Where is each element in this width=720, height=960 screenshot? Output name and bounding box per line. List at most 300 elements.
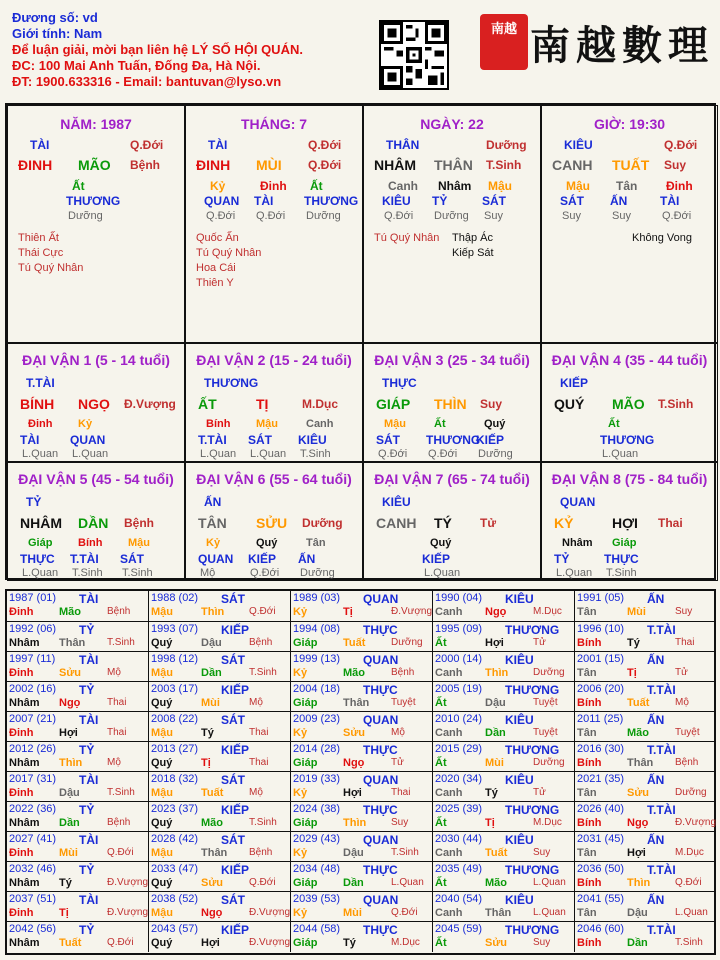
hidden-can: Đinh bbox=[260, 179, 287, 193]
year-chi: Dậu bbox=[627, 907, 648, 919]
year-cell bbox=[575, 622, 714, 652]
year-cell bbox=[433, 591, 575, 621]
year-star: ẤN bbox=[647, 653, 665, 667]
year-stage: T.Sinh bbox=[391, 847, 419, 858]
year-stage: Mộ bbox=[249, 787, 263, 798]
year-label: 2033 (47) bbox=[151, 863, 199, 875]
year-stage: Thai bbox=[391, 787, 411, 798]
daivan-chi: TỊ bbox=[256, 396, 269, 412]
daivan-stage: Tử bbox=[480, 516, 497, 530]
daivan-cell bbox=[7, 343, 185, 462]
year-cell bbox=[149, 772, 291, 802]
year-star: QUAN bbox=[363, 893, 399, 907]
year-label: 1995 (09) bbox=[435, 623, 483, 635]
year-can: Quý bbox=[151, 877, 173, 889]
daivan-hidden-star: QUAN bbox=[198, 552, 234, 566]
daivan-hidden-star: KIÊU bbox=[298, 433, 327, 447]
daivan-hidden-star: KIẾP bbox=[422, 552, 451, 566]
daivan-can: ẤT bbox=[198, 396, 217, 412]
year-star: QUAN bbox=[363, 773, 399, 787]
year-chi: Dần bbox=[59, 817, 80, 829]
year-chi: Sửu bbox=[485, 937, 508, 949]
year-cell bbox=[149, 922, 291, 952]
hidden-star: TÀI bbox=[660, 194, 680, 208]
daivan-hidden-stage: L.Quan bbox=[250, 448, 287, 460]
year-star: QUAN bbox=[363, 833, 399, 847]
year-star: QUAN bbox=[363, 653, 399, 667]
year-star: THƯƠNG bbox=[505, 923, 560, 937]
year-stage: M.Dục bbox=[391, 937, 420, 948]
year-stage: Đ.Vượng bbox=[675, 817, 717, 828]
pillar-cell bbox=[7, 105, 185, 343]
hidden-star: THƯƠNG bbox=[304, 194, 359, 208]
year-label: 2019 (33) bbox=[293, 773, 341, 785]
daivan-hidden-star: THỰC bbox=[604, 552, 639, 566]
year-cell bbox=[291, 652, 433, 682]
hidden-stage: Suy bbox=[562, 210, 581, 222]
daivan-hidden-stage: Mộ bbox=[200, 567, 216, 579]
daivan-hidden-stage: Dưỡng bbox=[300, 567, 335, 579]
year-cell bbox=[7, 682, 149, 712]
year-cell bbox=[149, 591, 291, 621]
year-chi: Tị bbox=[627, 667, 637, 679]
year-label: 2023 (37) bbox=[151, 803, 199, 815]
year-can: Kỷ bbox=[293, 667, 308, 679]
pillar-chi: TUẤT bbox=[612, 157, 650, 173]
year-can: Đinh bbox=[9, 606, 34, 618]
year-row bbox=[7, 681, 714, 711]
year-star: THỰC bbox=[363, 683, 398, 697]
year-star: TỶ bbox=[79, 683, 95, 697]
year-can: Tân bbox=[577, 907, 597, 919]
year-label: 2040 (54) bbox=[435, 893, 483, 905]
daivan-hidden-can: Mậu bbox=[384, 418, 406, 430]
year-star: T.TÀI bbox=[647, 923, 676, 937]
year-label: 2046 (60) bbox=[577, 923, 625, 935]
year-label: 2010 (24) bbox=[435, 713, 483, 725]
daivan-stage: M.Dục bbox=[302, 397, 338, 411]
year-chi: Mão bbox=[627, 727, 649, 739]
year-cell bbox=[149, 712, 291, 742]
year-can: Kỷ bbox=[293, 727, 308, 739]
year-cell bbox=[433, 712, 575, 742]
special-star: Không Vong bbox=[632, 232, 692, 244]
year-chi: Hợi bbox=[201, 937, 220, 949]
year-can: Giáp bbox=[293, 757, 318, 769]
pillar-chi: THÂN bbox=[434, 157, 473, 173]
year-label: 2006 (20) bbox=[577, 683, 625, 695]
year-can: Kỷ bbox=[293, 847, 308, 859]
year-chi: Thìn bbox=[627, 877, 651, 889]
daivan-stage: Bệnh bbox=[124, 516, 154, 530]
year-chi: Sửu bbox=[59, 667, 82, 679]
year-label: 2020 (34) bbox=[435, 773, 483, 785]
year-stage: Mộ bbox=[675, 697, 689, 708]
hidden-can: Đinh bbox=[666, 179, 693, 193]
year-chi: Thân bbox=[343, 697, 370, 709]
year-chi: Hợi bbox=[627, 847, 646, 859]
hidden-star: SÁT bbox=[560, 194, 584, 208]
daivan-can: QUÝ bbox=[554, 396, 585, 412]
special-star: Hoa Cái bbox=[196, 262, 236, 274]
year-stage: Bệnh bbox=[391, 667, 415, 678]
year-star: KIÊU bbox=[505, 653, 534, 667]
year-label: 2017 (31) bbox=[9, 773, 57, 785]
year-stage: L.Quan bbox=[391, 877, 424, 888]
daivan-title: ĐẠI VẬN 2 (15 - 24 tuổi) bbox=[196, 352, 352, 368]
year-stage: Q.Đới bbox=[107, 937, 134, 948]
daivan-title: ĐẠI VẬN 4 (35 - 44 tuổi) bbox=[551, 352, 708, 368]
year-star: SÁT bbox=[221, 893, 245, 907]
year-star: ẤN bbox=[647, 592, 665, 606]
special-star: Thiên Y bbox=[196, 277, 234, 289]
daivan-hidden-can: Canh bbox=[306, 418, 334, 430]
hidden-star: KIÊU bbox=[382, 194, 411, 208]
special-star: Kiếp Sát bbox=[452, 247, 494, 259]
daivan-hidden-can: Ất bbox=[608, 418, 620, 430]
hidden-star: THƯƠNG bbox=[66, 194, 121, 208]
year-can: Nhâm bbox=[9, 637, 40, 649]
year-row bbox=[7, 921, 714, 951]
year-can: Đinh bbox=[9, 727, 34, 739]
year-row bbox=[7, 891, 714, 921]
year-label: 2000 (14) bbox=[435, 653, 483, 665]
hidden-stage: Q.Đới bbox=[662, 210, 692, 222]
year-stage: Thai bbox=[249, 757, 269, 768]
year-can: Nhâm bbox=[9, 877, 40, 889]
year-stage: Q.Đới bbox=[249, 606, 276, 617]
year-stage: Tuyệt bbox=[533, 697, 558, 708]
year-row bbox=[7, 591, 714, 621]
year-chi: Mùi bbox=[627, 606, 646, 618]
year-stage: T.Sinh bbox=[249, 817, 277, 828]
year-can: Giáp bbox=[293, 877, 318, 889]
year-can: Giáp bbox=[293, 937, 318, 949]
daivan-can: BÍNH bbox=[20, 396, 55, 412]
year-cell bbox=[291, 772, 433, 802]
year-stage: Mộ bbox=[107, 667, 121, 678]
year-cell bbox=[7, 712, 149, 742]
special-star: Thập Ác bbox=[452, 232, 493, 244]
daivan-hidden-stage: L.Quan bbox=[200, 448, 237, 460]
year-star: THƯƠNG bbox=[505, 803, 560, 817]
daivan-hidden-can: Đinh bbox=[28, 418, 53, 430]
year-star: ẤN bbox=[647, 713, 665, 727]
year-label: 2013 (27) bbox=[151, 743, 199, 755]
year-can: Quý bbox=[151, 697, 173, 709]
seal-text: 南越 bbox=[490, 21, 517, 36]
year-can: Quý bbox=[151, 757, 173, 769]
year-label: 2016 (30) bbox=[577, 743, 625, 755]
year-row bbox=[7, 771, 714, 801]
daivan-top-star: KIẾP bbox=[560, 376, 589, 390]
year-star: KIÊU bbox=[505, 893, 534, 907]
year-star: KIÊU bbox=[505, 833, 534, 847]
daivan-stage: Dưỡng bbox=[302, 516, 343, 530]
daivan-hidden-stage: L.Quan bbox=[22, 567, 59, 579]
year-stage: Thai bbox=[107, 697, 127, 708]
pillar-top-star: KIÊU bbox=[564, 138, 593, 152]
year-label: 2038 (52) bbox=[151, 893, 199, 905]
daivan-top-star: KIÊU bbox=[382, 495, 411, 509]
year-can: Bính bbox=[577, 697, 602, 709]
daivan-cell bbox=[363, 462, 541, 581]
year-label: 2026 (40) bbox=[577, 803, 625, 815]
year-chi: Tuất bbox=[485, 847, 508, 859]
year-star: ẤN bbox=[647, 893, 665, 907]
year-cell bbox=[433, 802, 575, 832]
pillar-chi: MÃO bbox=[78, 157, 111, 173]
pillar-top-star: TÀI bbox=[208, 138, 228, 152]
year-can: Tân bbox=[577, 787, 597, 799]
daivan-hidden-star: THỰC bbox=[20, 552, 55, 566]
daivan-stage: Thai bbox=[658, 516, 683, 530]
daivan-hidden-stage: L.Quan bbox=[22, 448, 59, 460]
hidden-stage: Dưỡng bbox=[306, 210, 341, 222]
pillar-top-star: TÀI bbox=[30, 138, 50, 152]
year-label: 2001 (15) bbox=[577, 653, 625, 665]
year-cell bbox=[149, 742, 291, 772]
year-label: 2041 (55) bbox=[577, 893, 625, 905]
pillar-chi: MÙI bbox=[256, 157, 282, 173]
year-stage: L.Quan bbox=[675, 907, 708, 918]
year-stage: Dưỡng bbox=[675, 787, 707, 798]
year-star: QUAN bbox=[363, 713, 399, 727]
pillar-top-right: Q.Đới bbox=[308, 138, 342, 152]
year-can: Ất bbox=[435, 817, 447, 829]
year-label: 2028 (42) bbox=[151, 833, 199, 845]
pillars-grid bbox=[5, 103, 716, 580]
year-can: Bính bbox=[577, 637, 602, 649]
year-label: 2029 (43) bbox=[293, 833, 341, 845]
address-line: ĐC: 100 Mai Anh Tuấn, Đống Đa, Hà Nội. bbox=[12, 58, 261, 73]
year-stage: Tử bbox=[533, 637, 546, 648]
daivan-can: CANH bbox=[376, 515, 417, 531]
year-star: KIÊU bbox=[505, 592, 534, 606]
year-label: 2032 (46) bbox=[9, 863, 57, 875]
hidden-star: SÁT bbox=[482, 194, 506, 208]
year-chi: Hợi bbox=[343, 787, 362, 799]
year-stage: L.Quan bbox=[533, 907, 566, 918]
daivan-hidden-can: Quý bbox=[484, 418, 506, 430]
year-can: Ất bbox=[435, 757, 447, 769]
qr-code bbox=[379, 20, 449, 90]
year-star: TÀI bbox=[79, 592, 99, 606]
daivan-cell bbox=[7, 462, 185, 581]
year-stage: Đ.Vượng bbox=[107, 877, 149, 888]
year-chi: Dậu bbox=[59, 787, 80, 799]
year-stage: Dưỡng bbox=[533, 667, 565, 678]
year-star: THƯƠNG bbox=[505, 623, 560, 637]
year-stage: Tuyệt bbox=[533, 727, 558, 738]
daivan-can: KỶ bbox=[554, 515, 574, 531]
year-chi: Tị bbox=[485, 817, 495, 829]
year-cell bbox=[575, 682, 714, 712]
daivan-hidden-star: THƯƠNG bbox=[426, 433, 481, 447]
hidden-stage: Dưỡng bbox=[68, 210, 103, 222]
year-row bbox=[7, 711, 714, 741]
year-stage: Thai bbox=[675, 637, 695, 648]
daivan-chi: TÝ bbox=[434, 515, 452, 531]
daivan-hidden-can: Mậu bbox=[256, 418, 278, 430]
year-star: KIẾP bbox=[221, 743, 250, 757]
year-label: 2034 (48) bbox=[293, 863, 341, 875]
year-star: THỰC bbox=[363, 623, 398, 637]
year-stage: Đ.Vượng bbox=[249, 937, 291, 948]
daivan-top-star: TỶ bbox=[26, 495, 42, 509]
hidden-star: TỶ bbox=[432, 194, 448, 208]
year-stage: Đ.Vượng bbox=[107, 907, 149, 918]
year-chi: Ngọ bbox=[343, 757, 365, 769]
year-chi: Mùi bbox=[59, 847, 78, 859]
year-can: Đinh bbox=[9, 787, 34, 799]
hidden-can: Nhâm bbox=[438, 179, 472, 193]
daivan-stage: Suy bbox=[480, 397, 503, 411]
daivan-hidden-can: Nhâm bbox=[562, 537, 593, 549]
year-label: 2021 (35) bbox=[577, 773, 625, 785]
daivan-hidden-stage: T.Sinh bbox=[300, 448, 331, 460]
year-can: Kỷ bbox=[293, 907, 308, 919]
year-stage: M.Dục bbox=[533, 817, 562, 828]
year-stage: Đ.Vượng bbox=[249, 907, 291, 918]
year-cell bbox=[575, 742, 714, 772]
year-chi: Ngọ bbox=[485, 606, 507, 618]
year-chi: Tuất bbox=[343, 637, 366, 649]
year-label: 2042 (56) bbox=[9, 923, 57, 935]
year-label: 2022 (36) bbox=[9, 803, 57, 815]
year-star: T.TÀI bbox=[647, 803, 676, 817]
daivan-hidden-star: THƯƠNG bbox=[600, 433, 655, 447]
pillar-top-right: Dưỡng bbox=[486, 138, 527, 152]
year-star: KIẾP bbox=[221, 683, 250, 697]
daivan-chi: THÌN bbox=[434, 396, 467, 412]
hidden-star: TÀI bbox=[254, 194, 274, 208]
contact-line: Để luận giải, mời bạn liên hệ LÝ SỐ HỘI QUÁN. bbox=[12, 42, 303, 57]
pillar-can: NHÂM bbox=[374, 157, 416, 173]
year-label: 2039 (53) bbox=[293, 893, 341, 905]
year-cell bbox=[433, 832, 575, 862]
year-stage: Suy bbox=[391, 817, 409, 828]
year-chi: Thìn bbox=[59, 757, 83, 769]
year-can: Bính bbox=[577, 817, 602, 829]
pillar-can: ĐINH bbox=[18, 157, 53, 173]
year-cell bbox=[575, 832, 714, 862]
year-stage: Bệnh bbox=[107, 606, 131, 617]
year-label: 2014 (28) bbox=[293, 743, 341, 755]
year-label: 1996 (10) bbox=[577, 623, 625, 635]
daivan-hidden-can: Bính bbox=[206, 418, 231, 430]
special-star: Tú Quý Nhân bbox=[196, 247, 262, 259]
daivan-hidden-can: Giáp bbox=[28, 537, 53, 549]
year-label: 2002 (16) bbox=[9, 683, 57, 695]
year-star: TỶ bbox=[79, 743, 95, 757]
daivan-chi: HỢI bbox=[612, 515, 638, 531]
year-stage: Q.Đới bbox=[107, 847, 134, 858]
hidden-can: Mậu bbox=[488, 179, 512, 193]
year-cell bbox=[149, 832, 291, 862]
daivan-hidden-star: SÁT bbox=[120, 552, 144, 566]
year-star: KIÊU bbox=[505, 773, 534, 787]
year-star: QUAN bbox=[363, 592, 399, 606]
year-can: Mậu bbox=[151, 727, 173, 739]
year-label: 2044 (58) bbox=[293, 923, 341, 935]
year-star: SÁT bbox=[221, 653, 245, 667]
year-chi: Mão bbox=[343, 667, 365, 679]
year-star: TÀI bbox=[79, 653, 99, 667]
year-label: 1992 (06) bbox=[9, 623, 57, 635]
year-cell bbox=[433, 922, 575, 952]
year-chi: Tị bbox=[59, 907, 69, 919]
daivan-title: ĐẠI VẬN 6 (55 - 64 tuổi) bbox=[196, 471, 352, 487]
year-label: 1998 (12) bbox=[151, 653, 199, 665]
year-label: 2018 (32) bbox=[151, 773, 199, 785]
year-star: THỰC bbox=[363, 743, 398, 757]
year-star: TỶ bbox=[79, 863, 95, 877]
year-row bbox=[7, 861, 714, 891]
hidden-stage: Q.Đới bbox=[206, 210, 236, 222]
year-star: SÁT bbox=[221, 713, 245, 727]
year-can: Canh bbox=[435, 847, 463, 859]
special-star: Thái Cực bbox=[18, 247, 64, 259]
daivan-cell bbox=[363, 343, 541, 462]
year-label: 2027 (41) bbox=[9, 833, 57, 845]
daivan-hidden-star: TÀI bbox=[20, 433, 40, 447]
year-cell bbox=[7, 772, 149, 802]
daivan-top-star: QUAN bbox=[560, 495, 596, 509]
year-can: Đinh bbox=[9, 847, 34, 859]
daivan-top-star: THỰC bbox=[382, 376, 417, 390]
daivan-hidden-can: Mậu bbox=[128, 537, 150, 549]
year-can: Quý bbox=[151, 817, 173, 829]
daivan-hidden-can: Giáp bbox=[612, 537, 637, 549]
year-star: KIẾP bbox=[221, 923, 250, 937]
pillar-top-right: Q.Đới bbox=[130, 138, 164, 152]
year-label: 2031 (45) bbox=[577, 833, 625, 845]
daivan-hidden-stage: L.Quan bbox=[556, 567, 593, 579]
year-cell bbox=[291, 802, 433, 832]
year-label: 1990 (04) bbox=[435, 592, 483, 604]
daivan-cell bbox=[185, 343, 363, 462]
year-label: 2043 (57) bbox=[151, 923, 199, 935]
year-cell bbox=[575, 652, 714, 682]
pillar-title: NGÀY: 22 bbox=[420, 116, 484, 132]
year-can: Bính bbox=[577, 877, 602, 889]
year-cell bbox=[433, 862, 575, 892]
year-cell bbox=[7, 832, 149, 862]
hidden-star: ẤN bbox=[610, 194, 628, 208]
year-chi: Tý bbox=[59, 877, 72, 889]
year-stage: Suy bbox=[675, 606, 693, 617]
daivan-hidden-star: QUAN bbox=[70, 433, 106, 447]
year-star: THƯƠNG bbox=[505, 743, 560, 757]
year-label: 1999 (13) bbox=[293, 653, 341, 665]
year-star: TÀI bbox=[79, 893, 99, 907]
year-cell bbox=[7, 652, 149, 682]
pillar-chi-right: Suy bbox=[664, 158, 687, 172]
year-can: Mậu bbox=[151, 667, 173, 679]
year-cell bbox=[291, 591, 433, 621]
year-stage: L.Quan bbox=[533, 877, 566, 888]
year-can: Canh bbox=[435, 907, 463, 919]
year-label: 2015 (29) bbox=[435, 743, 483, 755]
year-can: Giáp bbox=[293, 637, 318, 649]
year-star: T.TÀI bbox=[647, 623, 676, 637]
year-can: Mậu bbox=[151, 847, 173, 859]
daivan-hidden-can: Kỷ bbox=[206, 537, 221, 549]
pillar-can: CANH bbox=[552, 157, 593, 173]
year-label: 2025 (39) bbox=[435, 803, 483, 815]
year-chi: Ngọ bbox=[59, 697, 81, 709]
